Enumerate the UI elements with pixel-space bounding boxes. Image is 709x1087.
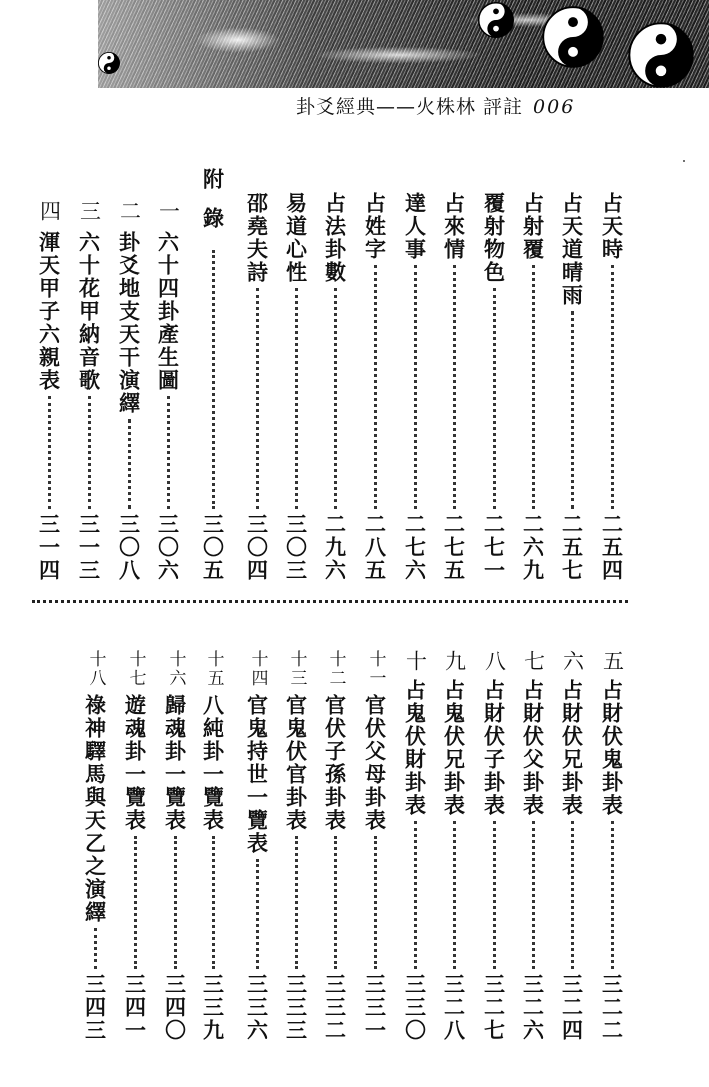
entry-label: 祿神驛馬與天乙之演繹 xyxy=(82,694,108,924)
item-number: 十七 xyxy=(125,650,146,688)
entry-label: 占姓字 xyxy=(362,192,388,261)
entry-label: 達人事 xyxy=(402,192,428,261)
toc-entry[interactable] xyxy=(557,192,587,582)
entry-label: 占財伏父卦表 xyxy=(520,679,546,817)
dot-leader xyxy=(414,265,417,509)
entry-page: 三四三 xyxy=(82,973,108,1042)
banner-fade-overlay xyxy=(98,0,709,88)
entry-label: 邵堯夫詩 xyxy=(244,192,270,284)
entry-label: 官鬼伏官卦表 xyxy=(283,694,309,832)
entry-page: 二七一 xyxy=(481,513,507,582)
entry-label: 占財伏子卦表 xyxy=(481,679,507,817)
table-entry[interactable] xyxy=(518,650,548,1042)
entry-page: 二九六 xyxy=(322,513,348,582)
entry-page: 三〇六 xyxy=(155,513,181,582)
header-banner-image xyxy=(98,0,709,88)
table-entry[interactable] xyxy=(320,650,350,1042)
dot-leader xyxy=(453,265,456,509)
entry-page: 二五四 xyxy=(599,513,625,582)
table-entry[interactable] xyxy=(597,650,627,1042)
item-number: 十八 xyxy=(85,650,106,688)
table-entry[interactable] xyxy=(198,650,228,1042)
entry-label: 占財伏兄卦表 xyxy=(559,679,585,817)
dot-leader xyxy=(128,419,131,509)
dot-leader xyxy=(493,821,496,969)
dot-leader xyxy=(256,859,259,969)
entry-page: 三二六 xyxy=(520,973,546,1042)
appendix-item[interactable] xyxy=(114,200,144,582)
dot-leader xyxy=(334,836,337,969)
yin-yang-icon-medium xyxy=(478,2,514,38)
item-number: 七 xyxy=(521,650,546,673)
table-entry[interactable] xyxy=(479,650,509,1042)
entry-page: 三三六 xyxy=(244,973,270,1042)
entry-page: 三三三 xyxy=(283,973,309,1042)
item-number: 六 xyxy=(560,650,585,673)
dot-leader xyxy=(571,311,574,509)
yin-yang-icon-large xyxy=(542,6,604,68)
dot-leader xyxy=(256,288,259,509)
item-number: 十五 xyxy=(203,650,224,688)
entry-page: 二六九 xyxy=(520,513,546,582)
dot-leader xyxy=(374,836,377,969)
item-number: 十二 xyxy=(325,650,346,688)
dot-leader xyxy=(334,288,337,509)
item-number: 十一 xyxy=(365,650,386,688)
entry-page: 二七六 xyxy=(402,513,428,582)
entry-page: 三三〇 xyxy=(402,973,428,1042)
dot-leader xyxy=(134,836,137,969)
table-entry[interactable] xyxy=(439,650,469,1042)
dot-leader xyxy=(167,396,170,509)
dot-leader xyxy=(532,821,535,969)
section-divider xyxy=(32,600,628,603)
dot-leader xyxy=(453,821,456,969)
toc-entry[interactable] xyxy=(320,192,350,582)
entry-label: 占鬼伏財卦表 xyxy=(402,679,428,817)
dot-leader xyxy=(48,396,51,509)
appendix-heading-entry[interactable] xyxy=(198,168,228,582)
entry-label: 占財伏鬼卦表 xyxy=(599,679,625,817)
dot-leader xyxy=(94,928,97,969)
entry-label: 六十花甲納音歌 xyxy=(76,231,102,392)
entry-page: 三二七 xyxy=(481,973,507,1042)
entry-label: 占天道晴雨 xyxy=(559,192,585,307)
yin-yang-icon-small-left xyxy=(98,52,120,74)
entry-page: 三三二 xyxy=(322,973,348,1042)
table-entry[interactable] xyxy=(80,650,110,1042)
toc-entry[interactable] xyxy=(439,192,469,582)
table-entry[interactable] xyxy=(557,650,587,1042)
toc-entry[interactable] xyxy=(360,192,390,582)
table-entry[interactable] xyxy=(360,650,390,1042)
item-number: 十三 xyxy=(286,650,307,688)
dot-leader xyxy=(88,396,91,509)
toc-entry[interactable] xyxy=(479,192,509,582)
item-number: 三 xyxy=(77,200,102,223)
entry-page: 三三一 xyxy=(362,973,388,1042)
item-number: 八 xyxy=(482,650,507,673)
dot-leader xyxy=(611,821,614,969)
dot-leader xyxy=(414,821,417,969)
dot-leader xyxy=(611,265,614,509)
item-number: 二 xyxy=(117,200,142,223)
item-number: 十四 xyxy=(247,650,268,688)
toc-entry[interactable] xyxy=(400,192,430,582)
entry-page: 三二二 xyxy=(599,973,625,1042)
entry-page: 三四〇 xyxy=(162,973,188,1042)
entry-page: 二七五 xyxy=(441,513,467,582)
item-number: 十 xyxy=(403,650,428,673)
yin-yang-icon-xlarge xyxy=(628,22,694,88)
item-number: 五 xyxy=(600,650,625,673)
entry-label: 覆射物色 xyxy=(481,192,507,284)
dot-leader xyxy=(571,821,574,969)
entry-label: 官鬼持世一覽表 xyxy=(244,694,270,855)
entry-label: 占鬼伏兄卦表 xyxy=(441,679,467,817)
dot-leader xyxy=(174,836,177,969)
entry-label: 占法卦數 xyxy=(322,192,348,284)
stray-mark xyxy=(683,160,685,162)
dot-leader xyxy=(212,250,215,509)
dot-leader xyxy=(532,265,535,509)
entry-label: 八純卦一覽表 xyxy=(200,694,226,832)
dot-leader xyxy=(374,265,377,509)
dot-leader xyxy=(212,836,215,969)
toc-entry[interactable] xyxy=(281,192,311,582)
entry-label: 六十四卦產生圖 xyxy=(155,231,181,392)
entry-label: 遊魂卦一覽表 xyxy=(122,694,148,832)
entry-page: 三三九 xyxy=(200,973,226,1042)
entry-page: 三一三 xyxy=(76,513,102,582)
entry-page: 三四一 xyxy=(122,973,148,1042)
appendix-item[interactable] xyxy=(153,200,183,582)
entry-page: 三〇八 xyxy=(116,513,142,582)
table-entry[interactable] xyxy=(281,650,311,1042)
entry-label: 渾天甲子六親表 xyxy=(36,231,62,392)
item-number: 九 xyxy=(442,650,467,673)
entry-page: 三一四 xyxy=(36,513,62,582)
entry-label: 官伏父母卦表 xyxy=(362,694,388,832)
entry-label: 歸魂卦一覽表 xyxy=(162,694,188,832)
dot-leader xyxy=(493,288,496,509)
dot-leader xyxy=(295,288,298,509)
entry-label: 占天時 xyxy=(599,192,625,261)
entry-page: 三二四 xyxy=(559,973,585,1042)
entry-page: 三二八 xyxy=(441,973,467,1042)
entry-page: 三〇四 xyxy=(244,513,270,582)
item-number: 一 xyxy=(156,200,181,223)
toc-entry[interactable] xyxy=(242,192,272,582)
book-title: 卦爻經典——火株林 評註 xyxy=(296,96,524,118)
entry-label: 易道心性 xyxy=(283,192,309,284)
page-number: 006 xyxy=(533,96,576,118)
entry-page: 三〇三 xyxy=(283,513,309,582)
table-entry[interactable] xyxy=(400,650,430,1042)
table-entry[interactable] xyxy=(242,650,272,1042)
running-header xyxy=(296,88,634,126)
table-entry[interactable] xyxy=(120,650,150,1042)
entry-label: 卦爻地支天干演繹 xyxy=(116,231,142,415)
entry-label: 官伏子孫卦表 xyxy=(322,694,348,832)
appendix-item[interactable] xyxy=(74,200,104,582)
appendix-heading: 附錄 xyxy=(200,168,226,246)
toc-entry[interactable] xyxy=(518,192,548,582)
toc-entry[interactable] xyxy=(597,192,627,582)
appendix-item[interactable] xyxy=(34,200,64,582)
entry-label: 占來情 xyxy=(441,192,467,261)
entry-page: 二八五 xyxy=(362,513,388,582)
appendix-page: 三〇五 xyxy=(200,513,226,582)
table-entry[interactable] xyxy=(160,650,190,1042)
dot-leader xyxy=(295,836,298,969)
entry-page: 二五七 xyxy=(559,513,585,582)
item-number: 十六 xyxy=(165,650,186,688)
item-number: 四 xyxy=(37,200,62,223)
entry-label: 占射覆 xyxy=(520,192,546,261)
